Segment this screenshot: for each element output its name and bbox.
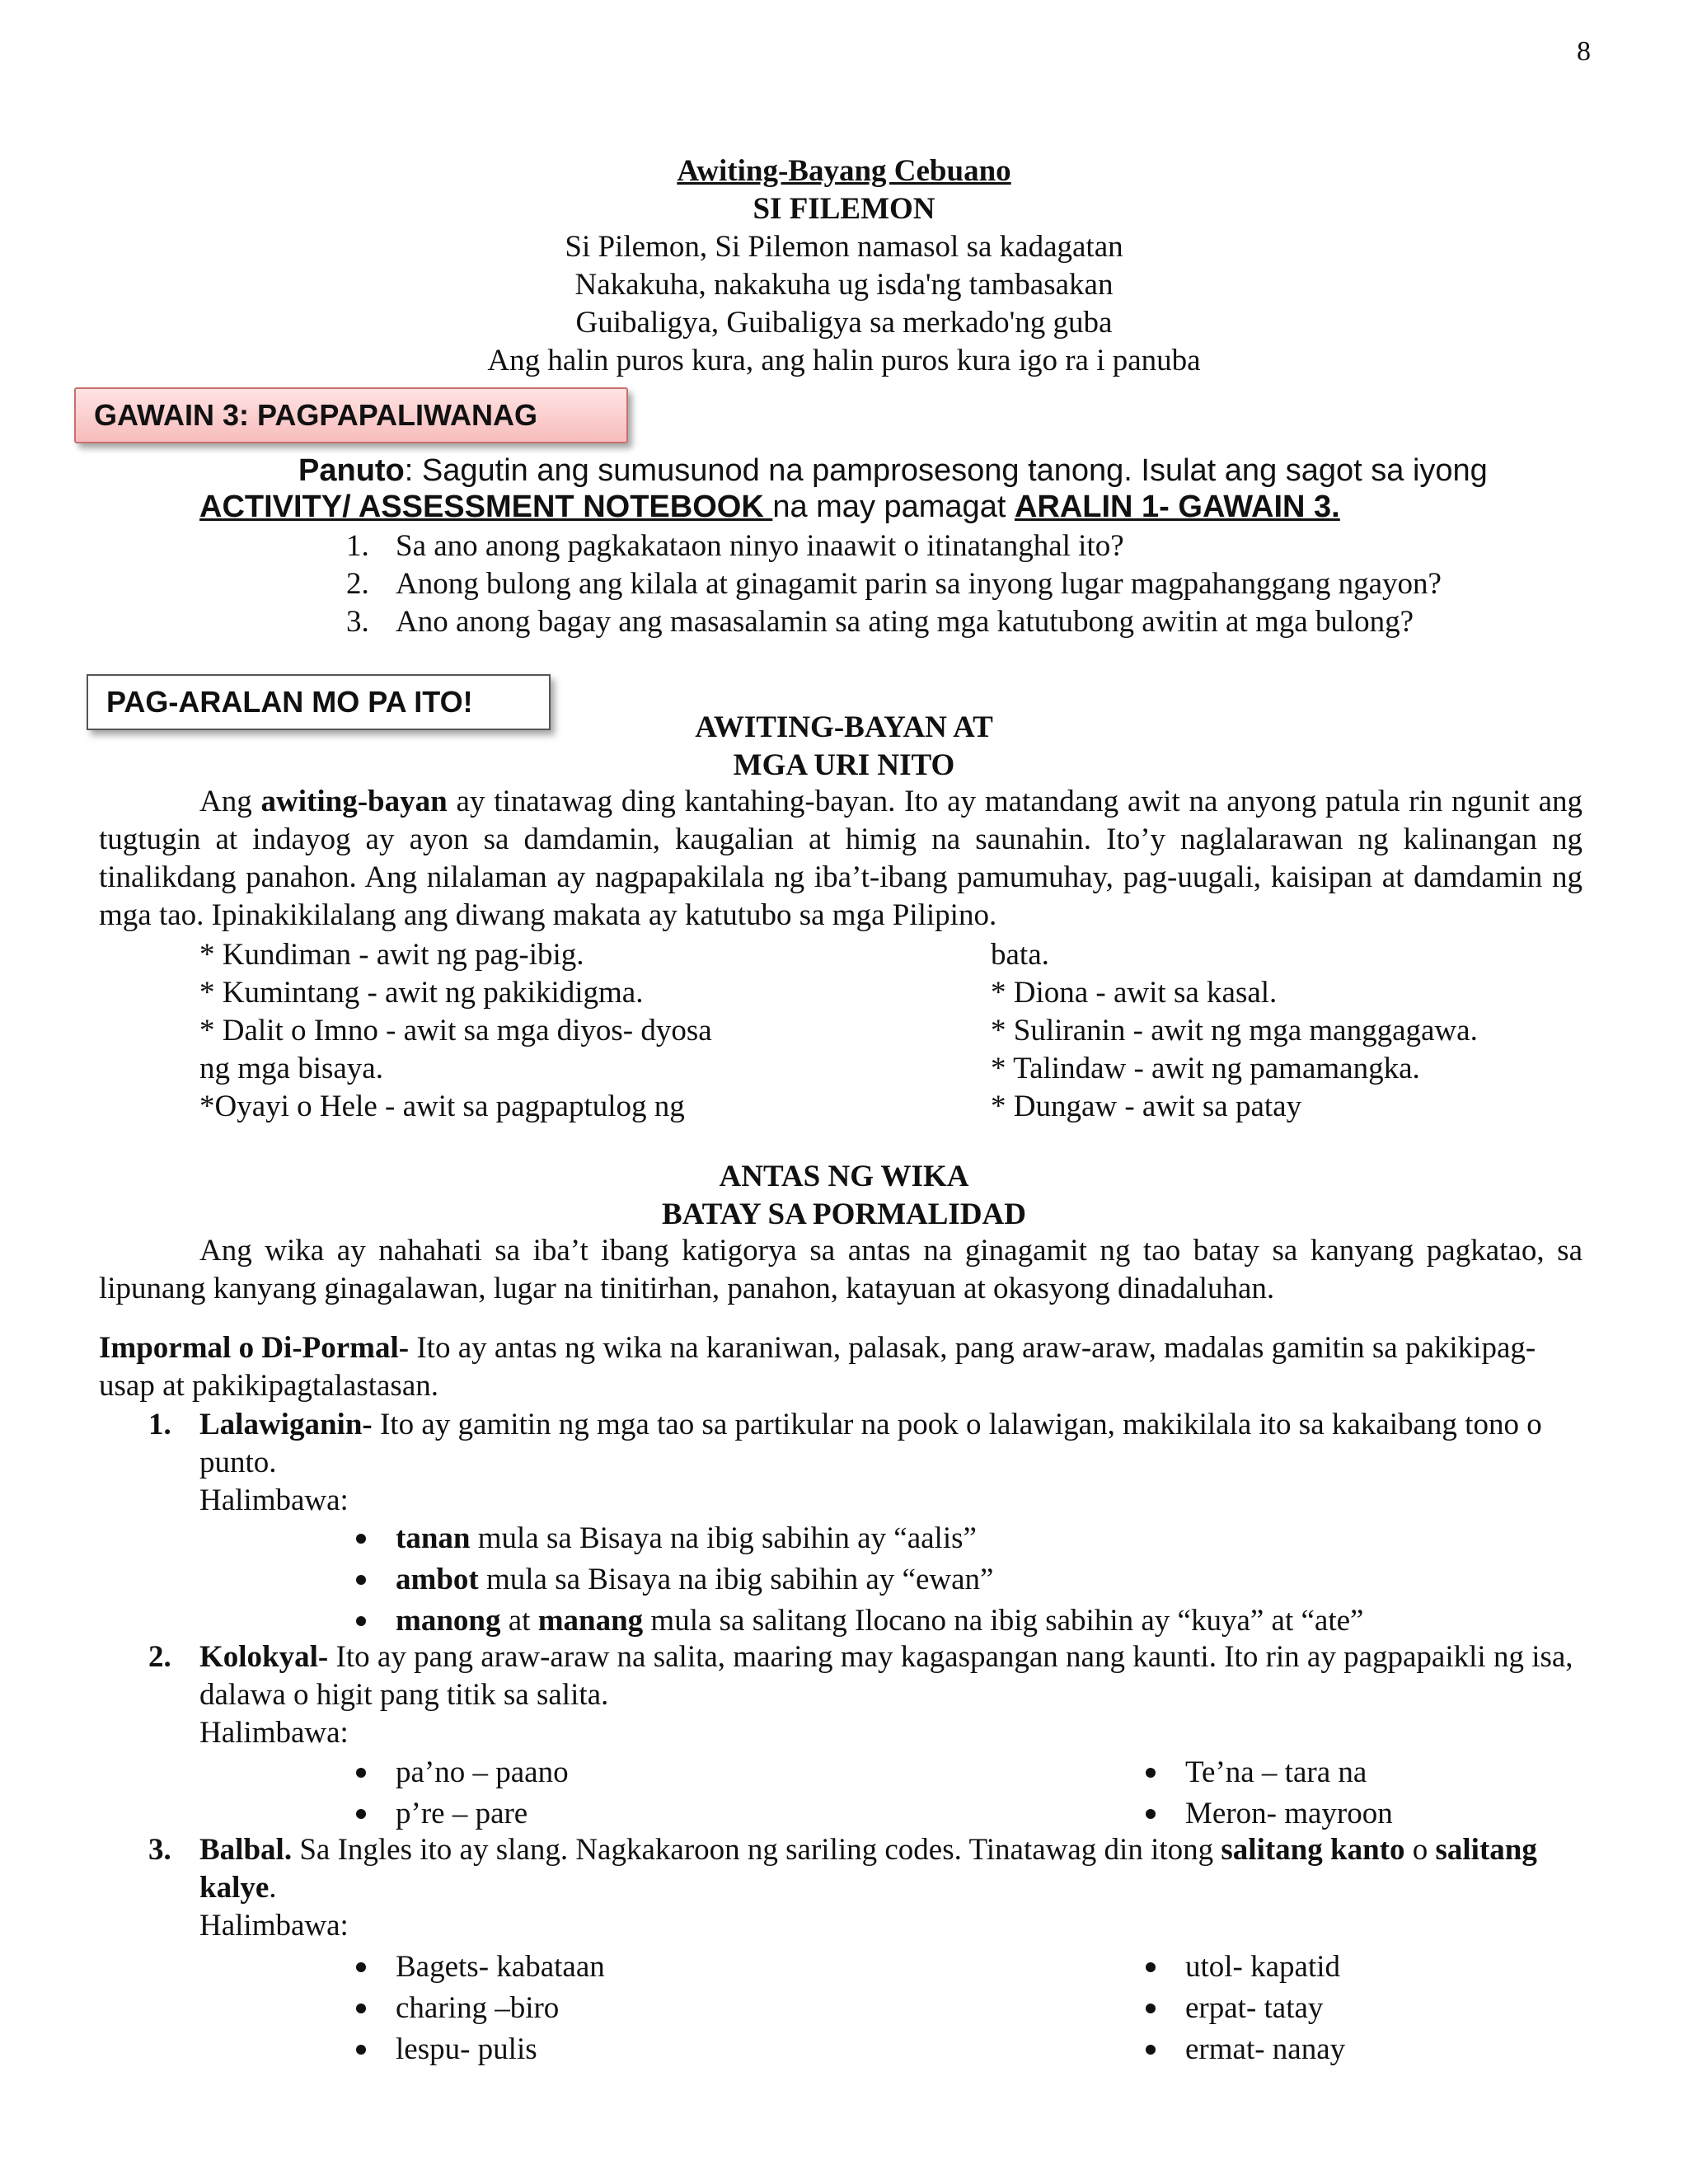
notebook-label: ACTIVITY/ ASSESSMENT NOTEBOOK bbox=[199, 490, 773, 524]
panuto-label: Panuto bbox=[298, 453, 405, 488]
song-types-right bbox=[991, 936, 1617, 1126]
list-item: ermat- nanay bbox=[1185, 2032, 1346, 2066]
song-type: *Oyayi o Hele - awit sa pagpaptulog ng bbox=[199, 1090, 685, 1123]
question-item: 3. Ano anong bagay ang masasalamin sa ating mga katutubong awitin at mga bulong? bbox=[346, 605, 1414, 639]
page-number: 8 bbox=[1577, 36, 1591, 67]
balbal-examples-right bbox=[1136, 1948, 1630, 2072]
song-type: * Kundiman - awit ng pag-ibig. bbox=[199, 938, 584, 972]
song-title: SI FILEMON bbox=[753, 192, 935, 226]
antas-item-balbal: 3. Balbal. Sa Ingles ito ay slang. Nagkakaroon ng sariling codes. Tinatawag din itong salitang kanto o salitang kalye. Halimbawa: bbox=[148, 1831, 1582, 1945]
awiting-bayan-heading: AWITING-BAYAN AT MGA URI NITO bbox=[695, 710, 993, 782]
question-item: 1. Sa ano anong pagkakataon ninyo inaawit o itinatanghal ito? bbox=[346, 529, 1124, 563]
list-item: Meron- mayroon bbox=[1185, 1797, 1393, 1830]
song-type: * Talindaw - awit ng pamamangka. bbox=[991, 1052, 1420, 1085]
halimbawa-label: Halimbawa: bbox=[199, 1716, 349, 1750]
list-item: tanan mula sa Bisaya na ibig sabihin ay “aalis” bbox=[396, 1521, 977, 1555]
question-item: 2. Anong bulong ang kilala at ginagamit parin sa inyong lugar magpahanggang ngayon? bbox=[346, 567, 1442, 601]
list-item: charing –biro bbox=[396, 1991, 560, 2025]
halimbawa-label: Halimbawa: bbox=[199, 1483, 349, 1517]
list-item: p’re – pare bbox=[396, 1797, 528, 1830]
awiting-bayan-paragraph: Ang awiting-bayan ay tinatawag ding kantahing-bayan. Ito ay matandang awit na anyong patula rin ngunit ang tugtugin at indayog ay ayon sa damdamin, kaugalian at himig na saunahin. Ito’y naglalarawan ng kalinangan ng tinalikdang panahon. Ang nilalaman ay nagpapakilala ng iba’t-ibang pamumuhay, pag-uugali, kaisipan at damdamin ng mga tao. Ipinakikilalang ang diwang makata ay katutubo sa mga Pilipino. bbox=[99, 785, 1582, 932]
list-item: ambot mula sa Bisaya na ibig sabihin ay “ewan” bbox=[396, 1563, 994, 1596]
questions-list bbox=[346, 527, 1632, 641]
song-heading: Awiting-Bayang Cebuano bbox=[677, 154, 1011, 188]
gawain-label: GAWAIN 3: PAGPAPALIWANAG bbox=[94, 398, 538, 432]
aralin-label: ARALIN 1- GAWAIN 3. bbox=[1014, 490, 1340, 524]
notebook-text: na may pamagat bbox=[772, 490, 1015, 524]
list-item: lespu- pulis bbox=[396, 2032, 537, 2066]
song-types-left bbox=[199, 936, 859, 1126]
halimbawa-label: Halimbawa: bbox=[199, 1909, 349, 1943]
list-item: Te’na – tara na bbox=[1185, 1755, 1367, 1789]
song-type: * Kumintang - awit ng pakikidigma. bbox=[199, 976, 644, 1010]
balbal-examples-left bbox=[346, 1948, 923, 2072]
song-type: * Dungaw - awit sa patay bbox=[991, 1090, 1302, 1123]
impormal-paragraph: Impormal o Di-Pormal- Ito ay antas ng wika na karaniwan, palasak, pang araw-araw, madalas gamitin sa pakikipag-usap at pakikipagtalastasan. bbox=[99, 1331, 1536, 1403]
list-item: pa’no – paano bbox=[396, 1755, 569, 1789]
song-type: * Suliranin - awit ng mga manggagawa. bbox=[991, 1014, 1478, 1047]
song-type: bata. bbox=[991, 938, 1049, 972]
antas-item-lalawiganin: 1. Lalawiganin- Ito ay gamitin ng mga tao sa partikular na pook o lalawigan, makikilala ito sa kakaibang tono o punto. Halimbawa: bbox=[148, 1406, 1582, 1520]
antas-item-kolokyal: 2. Kolokyal- Ito ay pang araw-araw na salita, maaring may kagaspangan nang kaunti. Ito rin ay pagpapaikli ng isa, dalawa o higit pang titik sa salita. Halimbawa: bbox=[148, 1638, 1582, 1752]
song-line: Nakakuha, nakakuha ug isda'ng tambasakan bbox=[574, 268, 1114, 302]
panuto-text: : Sagutin ang sumusunod na pamprosesong tanong. Isulat ang sagot sa iyong bbox=[404, 453, 1488, 488]
panuto-line bbox=[298, 452, 1488, 490]
gawain-label-box bbox=[74, 387, 628, 443]
list-item: manong at manang mula sa salitang Ilocano na ibig sabihin ay “kuya” at “ate” bbox=[396, 1604, 1364, 1638]
song-line: Si Pilemon, Si Pilemon namasol sa kadagatan bbox=[565, 230, 1123, 264]
kolokyal-examples-left bbox=[346, 1754, 923, 1836]
list-item: utol- kapatid bbox=[1185, 1950, 1341, 1984]
list-item: Bagets- kabataan bbox=[396, 1950, 605, 1984]
list-item: erpat- tatay bbox=[1185, 1991, 1324, 2025]
song-type: * Diona - awit sa kasal. bbox=[991, 976, 1278, 1010]
song-line: Guibaligya, Guibaligya sa merkado'ng guba bbox=[575, 306, 1113, 340]
song-type: ng mga bisaya. bbox=[199, 1052, 383, 1085]
antas-heading: ANTAS NG WIKA BATAY SA PORMALIDAD bbox=[662, 1160, 1026, 1231]
notebook-line bbox=[199, 488, 1340, 526]
antas-paragraph: Ang wika ay nahahati sa iba’t ibang katigorya sa antas na ginagamit ng tao batay sa kanyang pagkatao, sa lipunang kanyang ginagalawan, lugar na tinitirhan, panahon, katayuan at okasyong dinadaluhan. bbox=[99, 1234, 1582, 1305]
pag-aralan-label: PAG-ARALAN MO PA ITO! bbox=[106, 685, 473, 719]
kolokyal-examples-right bbox=[1136, 1754, 1630, 1836]
song-type: * Dalit o Imno - awit sa mga diyos- dyosa bbox=[199, 1014, 712, 1047]
lalawiganin-examples bbox=[346, 1520, 1582, 1643]
song-line: Ang halin puros kura, ang halin puros kura igo ra i panuba bbox=[487, 344, 1201, 377]
song-block bbox=[0, 152, 1688, 380]
